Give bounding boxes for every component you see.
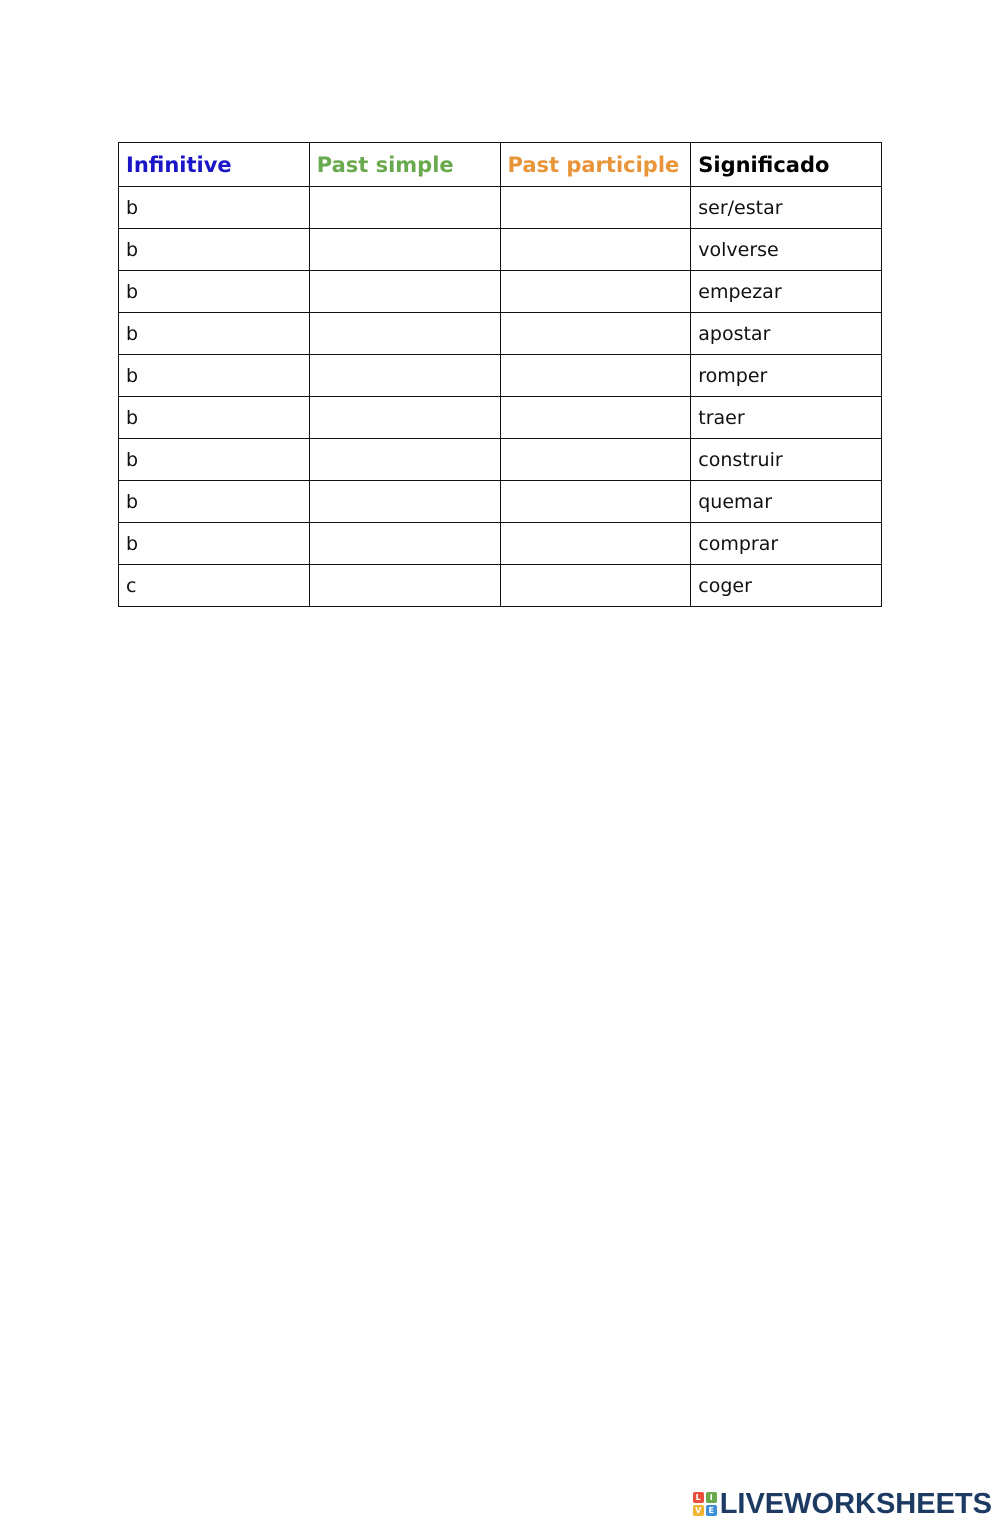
significado-cell: quemar <box>691 481 882 523</box>
table-row <box>119 481 882 523</box>
logo-tile-v: V <box>693 1505 704 1516</box>
liveworksheets-logo-icon <box>693 1492 717 1516</box>
infinitive-cell[interactable]: b <box>119 439 310 481</box>
significado-cell: ser/estar <box>691 187 882 229</box>
infinitive-cell[interactable]: b <box>119 187 310 229</box>
significado-cell: apostar <box>691 313 882 355</box>
table-row <box>119 355 882 397</box>
significado-cell: empezar <box>691 271 882 313</box>
infinitive-cell[interactable]: b <box>119 397 310 439</box>
infinitive-cell[interactable]: b <box>119 355 310 397</box>
table-row <box>119 439 882 481</box>
table-row <box>119 229 882 271</box>
header-past-simple: Past simple <box>309 143 500 187</box>
past-participle-cell[interactable] <box>500 271 691 313</box>
infinitive-cell[interactable]: b <box>119 313 310 355</box>
past-simple-cell[interactable] <box>309 397 500 439</box>
significado-cell: comprar <box>691 523 882 565</box>
past-simple-cell[interactable] <box>309 523 500 565</box>
infinitive-cell[interactable]: c <box>119 565 310 607</box>
infinitive-cell[interactable]: b <box>119 481 310 523</box>
past-participle-cell[interactable] <box>500 313 691 355</box>
significado-cell: volverse <box>691 229 882 271</box>
brand-name: LIVEWORKSHEETS <box>719 1488 992 1520</box>
past-participle-cell[interactable] <box>500 355 691 397</box>
significado-cell: coger <box>691 565 882 607</box>
past-simple-cell[interactable] <box>309 229 500 271</box>
infinitive-cell[interactable]: b <box>119 229 310 271</box>
significado-cell: traer <box>691 397 882 439</box>
table-row <box>119 313 882 355</box>
table-row <box>119 271 882 313</box>
past-simple-cell[interactable] <box>309 565 500 607</box>
infinitive-cell[interactable]: b <box>119 271 310 313</box>
table-row <box>119 565 882 607</box>
liveworksheets-brand <box>693 1489 992 1519</box>
header-significado: Significado <box>691 143 882 187</box>
header-infinitive: Infinitive <box>119 143 310 187</box>
past-participle-cell[interactable] <box>500 229 691 271</box>
past-simple-cell[interactable] <box>309 439 500 481</box>
table-row <box>119 187 882 229</box>
logo-tile-l: L <box>693 1492 704 1503</box>
past-simple-cell[interactable] <box>309 355 500 397</box>
significado-cell: construir <box>691 439 882 481</box>
verb-table <box>118 142 882 607</box>
header-past-participle: Past participle <box>500 143 691 187</box>
table-header-row <box>119 143 882 187</box>
past-participle-cell[interactable] <box>500 523 691 565</box>
table-row <box>119 523 882 565</box>
past-simple-cell[interactable] <box>309 271 500 313</box>
table-row <box>119 397 882 439</box>
infinitive-cell[interactable]: b <box>119 523 310 565</box>
past-participle-cell[interactable] <box>500 439 691 481</box>
past-participle-cell[interactable] <box>500 565 691 607</box>
past-participle-cell[interactable] <box>500 481 691 523</box>
past-simple-cell[interactable] <box>309 313 500 355</box>
logo-tile-e: E <box>706 1505 717 1516</box>
past-participle-cell[interactable] <box>500 187 691 229</box>
past-simple-cell[interactable] <box>309 187 500 229</box>
past-participle-cell[interactable] <box>500 397 691 439</box>
logo-tile-i: I <box>706 1492 717 1503</box>
past-simple-cell[interactable] <box>309 481 500 523</box>
significado-cell: romper <box>691 355 882 397</box>
